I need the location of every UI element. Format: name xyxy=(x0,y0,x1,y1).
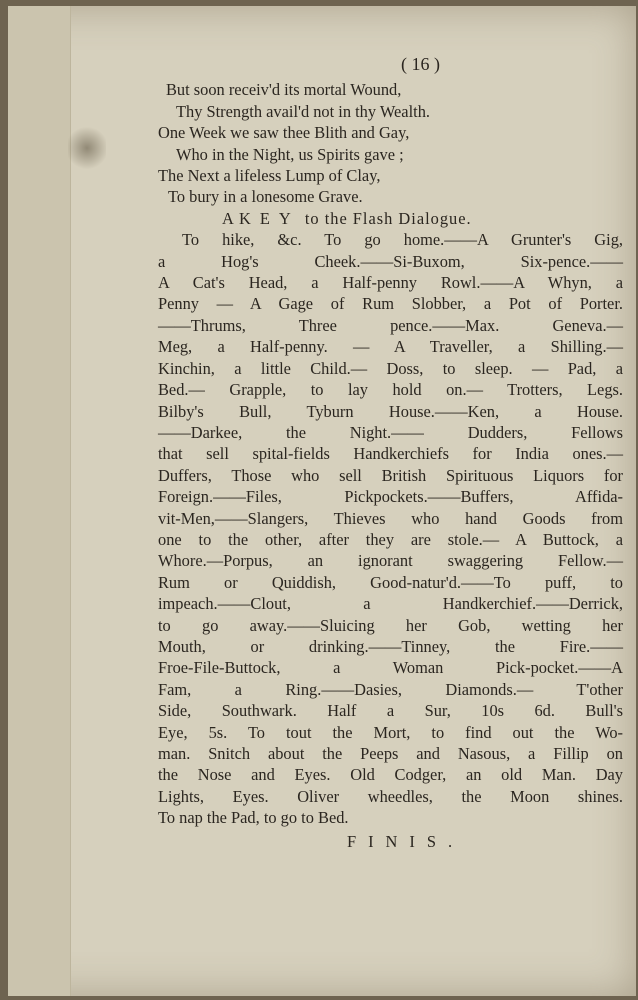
glossary-line: Bed.— Grapple, to lay hold on.— Trotters, Legs. xyxy=(158,380,623,400)
glossary-line: vit-Men,——Slangers, Thieves who hand Goods from xyxy=(158,508,623,528)
heading-prefix: A xyxy=(222,208,234,228)
glossary-line: ——Darkee, the Night.—— Dudders, Fellows xyxy=(158,422,623,442)
verse-line: One Week we saw thee Blith and Gay, xyxy=(158,123,410,143)
glossary-line: Meg, a Half-penny. — A Traveller, a Shilling.— xyxy=(158,337,623,357)
glossary-line: Whore.—Porpus, an ignorant swaggering Fellow.— xyxy=(158,551,623,571)
glossary-line: Fam, a Ring.——Dasies, Diamonds.— T'other xyxy=(158,679,623,699)
verse-line: The Next a lifeless Lump of Clay, xyxy=(158,166,381,186)
verse-line: Thy Strength avail'd not in thy Wealth. xyxy=(176,101,430,121)
verse-line: But soon receiv'd its mortal Wound, xyxy=(166,80,402,100)
glossary-line: that sell spital-fields Handkerchiefs for India ones.— xyxy=(158,444,623,464)
glossary-line: A Cat's Head, a Half-penny Rowl.——A Whyn, a xyxy=(158,273,623,293)
glossary-line: the Nose and Eyes. Old Codger, an old Man. Day xyxy=(158,765,623,785)
glossary-line: Eye, 5s. To tout the Mort, to find out the Wo- xyxy=(158,722,623,742)
page-fold-edge xyxy=(8,6,71,996)
glossary-line: Bilby's Bull, Tyburn House.——Ken, a House. xyxy=(158,401,623,421)
glossary-line: one to the other, after they are stole.— A Buttock, a xyxy=(158,529,623,549)
glossary xyxy=(158,229,623,828)
page-text xyxy=(158,54,623,852)
verse-line: Who in the Night, us Spirits gave ; xyxy=(176,144,404,164)
glossary-line: Duffers, Those who sell British Spirituous Liquors for xyxy=(158,465,623,485)
glossary-line: Foreign.——Files, Pickpockets.——Buffers, Affida- xyxy=(158,487,623,507)
glossary-line: impeach.——Clout, a Handkerchief.——Derrick, xyxy=(158,594,623,614)
heading-rest: to the Flash Dialogue. xyxy=(304,208,472,228)
glossary-line: Penny — A Gage of Rum Slobber, a Pot of Porter. xyxy=(158,294,623,314)
verse-line: To bury in a lonesome Grave. xyxy=(168,187,363,207)
glossary-line: Mouth, or drinking.——Tinney, the Fire.—— xyxy=(158,636,623,656)
glossary-line: ——Thrums, Three pence.——Max. Geneva.— xyxy=(158,315,623,335)
glossary-line: Rum or Quiddish, Good-natur'd.——To puff, to xyxy=(158,572,623,592)
glossary-line: Side, Southwark. Half a Sur, 10s 6d. Bull's xyxy=(158,701,623,721)
glossary-line: To hike, &c. To go home.——A Grunter's Gig, xyxy=(182,230,623,250)
finis: FINIS. xyxy=(346,831,465,851)
glossary-line: man. Snitch about the Peeps and Nasous, a Fillip on xyxy=(158,744,623,763)
section-heading xyxy=(158,208,623,229)
glossary-line: to go away.——Sluicing her Gob, wetting her xyxy=(158,615,623,635)
glossary-line: a Hog's Cheek.——Si-Buxom, Six-pence.—— xyxy=(158,251,623,271)
heading-key: KEY xyxy=(239,208,300,228)
ink-smudge xyxy=(68,118,106,178)
glossary-line: To nap the Pad, to go to Bed. xyxy=(158,808,349,828)
page-number: ( 16 ) xyxy=(401,54,440,74)
glossary-line: Kinchin, a little Child.— Doss, to sleep. — Pad, a xyxy=(158,358,623,378)
glossary-line: Froe-File-Buttock, a Woman Pick-pocket.——A xyxy=(158,658,623,678)
glossary-line: Lights, Eyes. Oliver wheedles, the Moon shines. xyxy=(158,786,623,806)
document-page xyxy=(8,6,636,996)
